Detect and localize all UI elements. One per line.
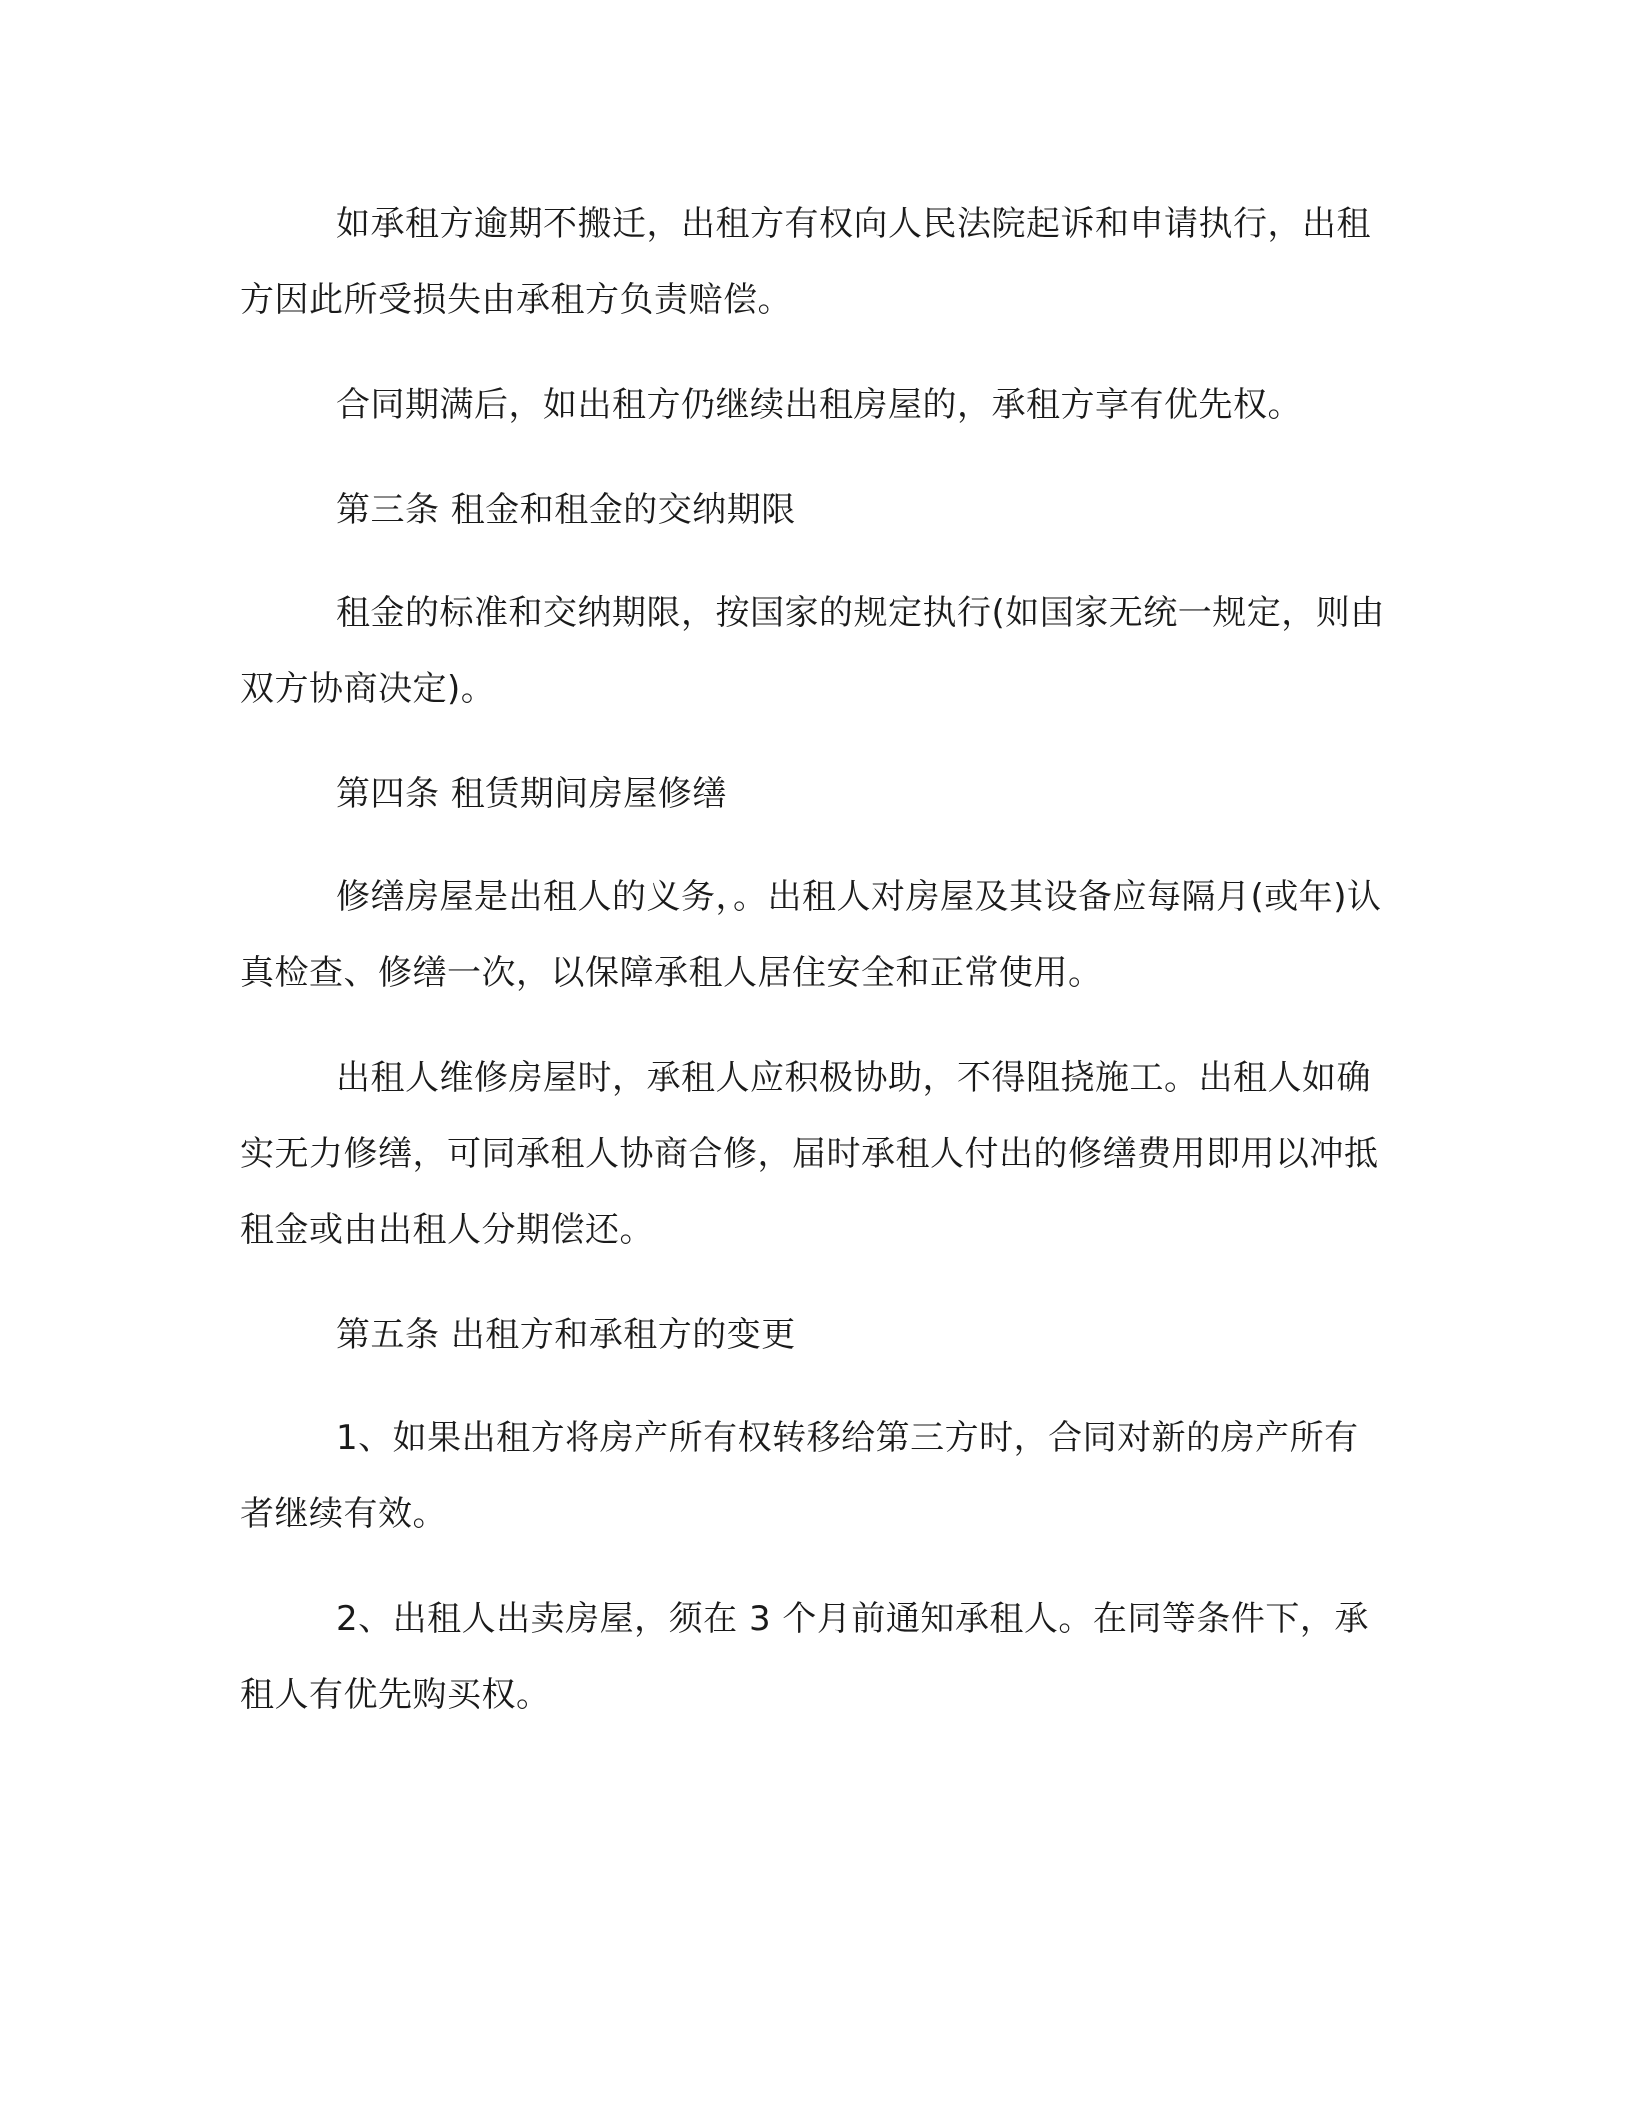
article-5-heading: 第五条 出租方和承租方的变更	[336, 1315, 796, 1355]
paragraph-repair-cooperation: 出租人维修房屋时，承租人应积极协助，不得阻挠施工。出租人如确实无力修缮，可同承租人协商合修，届时承租人付出的修缮费用即用以冲抵租金或由出租人分期偿还。	[240, 1058, 1379, 1250]
article-4-heading: 第四条 租赁期间房屋修缮	[336, 774, 727, 814]
paragraph-rent-standard: 租金的标准和交纳期限，按国家的规定执行(如国家无统一规定，则由双方协商决定)。	[240, 593, 1385, 709]
paragraph-ownership-transfer: 1、如果出租方将房产所有权转移给第三方时，合同对新的房产所有者继续有效。	[240, 1418, 1359, 1534]
article-3-heading: 第三条 租金和租金的交纳期限	[336, 490, 796, 530]
paragraph-renewal-priority: 合同期满后，如出租方仍继续出租房屋的，承租方享有优先权。	[336, 385, 1302, 425]
paragraph-repair-obligation: 修缮房屋是出租人的义务，。出租人对房屋及其设备应每隔月(或年)认真检查、修缮一次，以保障承租人居住安全和正常使用。	[240, 877, 1382, 993]
document-body	[240, 186, 1392, 1762]
paragraph-sale-notice: 2、出租人出卖房屋，须在 3 个月前通知承租人。在同等条件下，承租人有优先购买权。	[240, 1599, 1369, 1715]
paragraph-eviction-enforcement: 如承租方逾期不搬迁，出租方有权向人民法院起诉和申请执行，出租方因此所受损失由承租方负责赔偿。	[240, 204, 1371, 320]
